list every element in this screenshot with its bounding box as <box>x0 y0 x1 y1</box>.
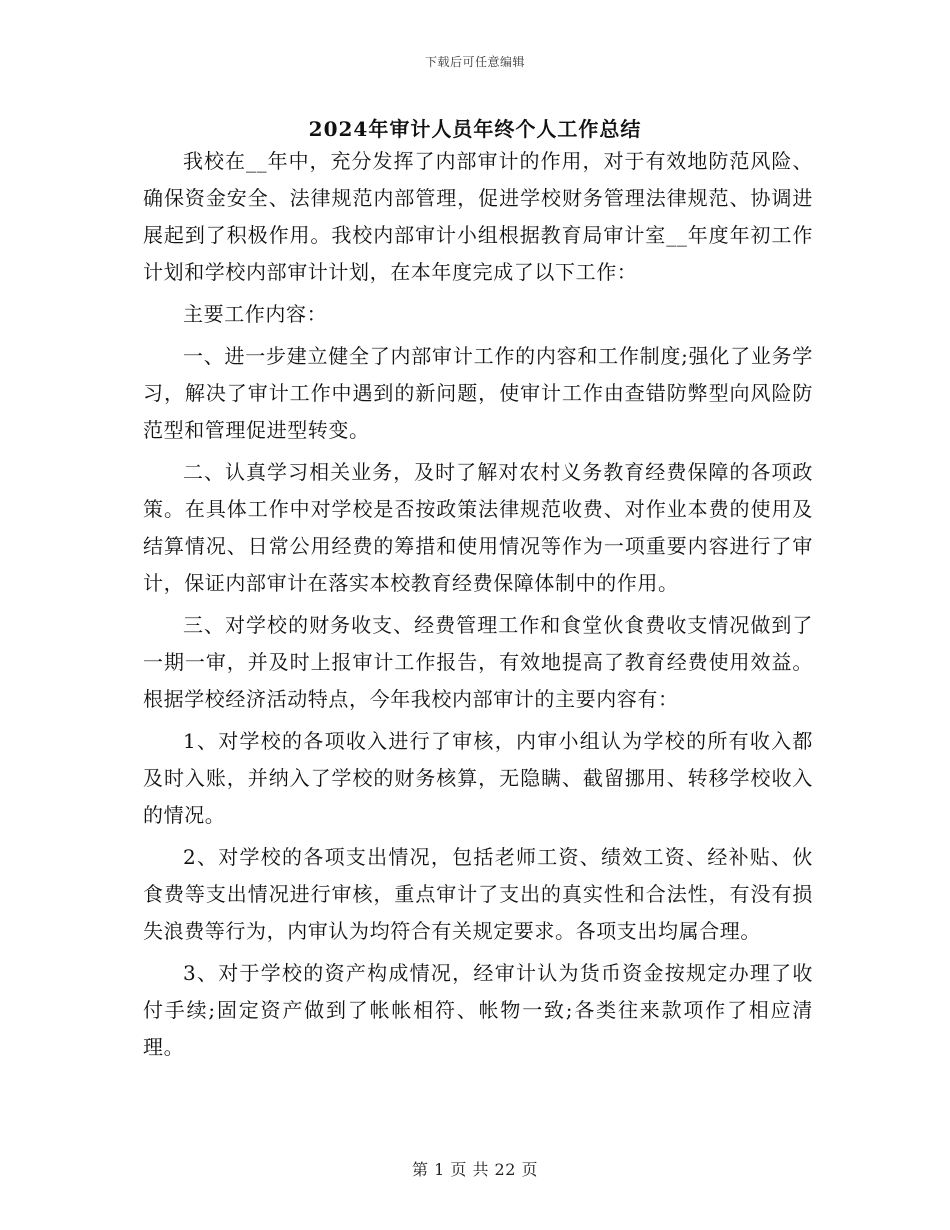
document-title: 2024年审计人员年终个人工作总结 <box>308 117 642 141</box>
paragraph-subitem-2: 2、对学校的各项支出情况，包括老师工资、绩效工资、经补贴、伙食费等支出情况进行审核，重点审计了支出的真实性和合法性，有没有损失浪费等行为，内审认为均符合有关规定要求。各项支出均属合理。 <box>143 845 813 943</box>
paragraph-subitem-3: 3、对于学校的资产构成情况，经审计认为货币资金按规定办理了收付手续;固定资产做到了帐帐相符、帐物一致;各类往来款项作了相应清理。 <box>143 961 813 1059</box>
download-note: 下载后可任意编辑 <box>424 55 525 69</box>
paragraph-item-3: 三、对学校的财务收支、经费管理工作和食堂伙食费收支情况做到了一期一审，并及时上报审计工作报告，有效地提高了教育经费使用效益。根据学校经济活动特点，今年我校内部审计的主要内容有： <box>143 613 813 711</box>
paragraph-item-1: 一、进一步建立健全了内部审计工作的内容和工作制度;强化了业务学习，解决了审计工作中遇到的新问题，使审计工作由查错防弊型向风险防范型和管理促进型转变。 <box>143 344 813 442</box>
paragraph-intro: 我校在__年中，充分发挥了内部审计的作用，对于有效地防范风险、确保资金安全、法律规范内部管理，促进学校财务管理法律规范、协调进展起到了积极作用。我校内部审计小组根据教育局审计室__年度年初工作计划和学校内部审计计划，在本年度完成了以下工作： <box>143 149 813 284</box>
page-number: 第 1 页 共 22 页 <box>412 1160 538 1179</box>
paragraph-main-content-heading: 主要工作内容： <box>183 302 328 326</box>
document-body <box>143 143 813 1071</box>
paragraph-subitem-1: 1、对学校的各项收入进行了审核，内审小组认为学校的所有收入都及时入账，并纳入了学校的财务核算，无隐瞒、截留挪用、转移学校收入的情况。 <box>143 729 813 827</box>
paragraph-item-2: 二、认真学习相关业务，及时了解对农村义务教育经费保障的各项政策。在具体工作中对学校是否按政策法律规范收费、对作业本费的使用及结算情况、日常公用经费的筹措和使用情况等作为一项重要内容进行了审计，保证内部审计在落实本校教育经费保障体制中的作用。 <box>143 460 813 595</box>
